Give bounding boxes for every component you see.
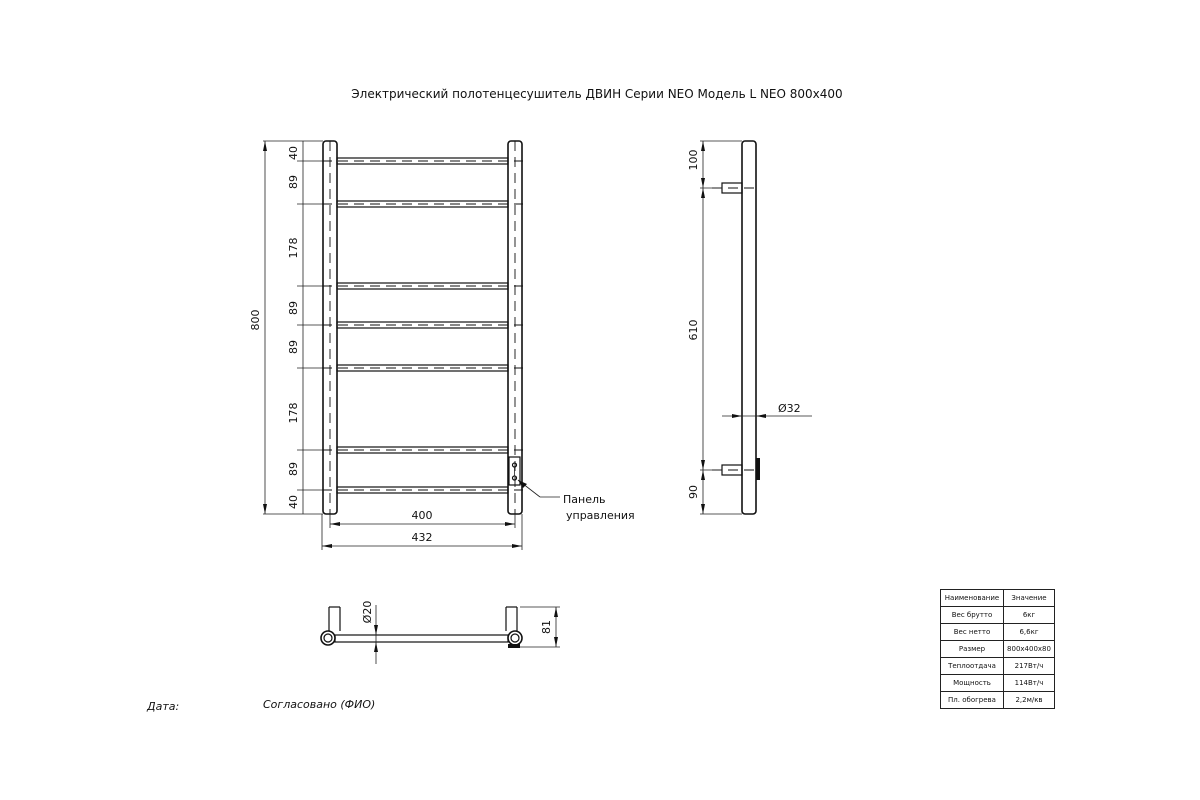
side-post xyxy=(742,141,756,514)
front-view xyxy=(249,141,635,550)
right-post-section xyxy=(508,631,522,645)
spec-row xyxy=(941,607,1055,624)
segment-1: 40 xyxy=(287,146,300,160)
spec-row-value: 2,2м/кв xyxy=(1004,692,1055,709)
spec-header-value: Значение xyxy=(1004,590,1055,607)
segment-4: 89 xyxy=(287,301,300,315)
spec-row-value: 217Вт/ч xyxy=(1004,658,1055,675)
side-middle: 610 xyxy=(687,319,700,341)
spec-row xyxy=(941,624,1055,641)
spec-row-name: Вес брутто xyxy=(941,607,1004,624)
approved-label: Согласовано (ФИО) xyxy=(263,698,376,711)
side-top: 100 xyxy=(687,149,700,171)
side-diameter: Ø32 xyxy=(778,402,801,415)
spec-row-name: Пл. обогрева xyxy=(941,692,1004,709)
spec-row-value: 6кг xyxy=(1004,607,1055,624)
side-view xyxy=(687,141,812,514)
spec-row-name: Вес нетто xyxy=(941,624,1004,641)
height-total: 800 xyxy=(249,309,262,331)
side-panel-knob xyxy=(756,458,760,480)
top-diameter: Ø20 xyxy=(361,600,374,624)
panel-label-line1: Панель xyxy=(563,493,606,506)
left-post-section xyxy=(321,631,335,645)
drawing-title: Электрический полотенцесушитель ДВИН Серии NEO Модель L NEO 800x400 xyxy=(351,87,843,101)
spec-row xyxy=(941,675,1055,692)
panel-label-line2: управления xyxy=(566,509,635,522)
top-rung xyxy=(335,635,508,642)
spec-row xyxy=(941,692,1055,709)
spec-row-name: Размер xyxy=(941,641,1004,658)
spec-row-value: 6,6кг xyxy=(1004,624,1055,641)
segment-3: 178 xyxy=(287,237,300,259)
spec-row xyxy=(941,641,1055,658)
date-label: Дата: xyxy=(147,700,180,713)
top-depth: 81 xyxy=(540,620,553,634)
spec-header-name: Наименование xyxy=(941,590,1004,607)
segment-6: 178 xyxy=(287,402,300,424)
top-view xyxy=(321,601,560,664)
width-inner: 400 xyxy=(411,509,433,522)
spec-row xyxy=(941,658,1055,675)
spec-row-name: Теплоотдача xyxy=(941,658,1004,675)
spec-row-value: 114Вт/ч xyxy=(1004,675,1055,692)
side-bottom: 90 xyxy=(687,485,700,499)
spec-row-value: 800x400x80 xyxy=(1004,641,1055,658)
spec-header-row xyxy=(941,590,1055,607)
segment-8: 40 xyxy=(287,495,300,509)
rungs xyxy=(322,158,523,493)
segment-dimensions xyxy=(287,141,323,514)
spec-table xyxy=(940,589,1055,709)
segment-2: 89 xyxy=(287,175,300,189)
segment-5: 89 xyxy=(287,340,300,354)
width-outer: 432 xyxy=(411,531,433,544)
segment-7: 89 xyxy=(287,462,300,476)
spec-row-name: Мощность xyxy=(941,675,1004,692)
